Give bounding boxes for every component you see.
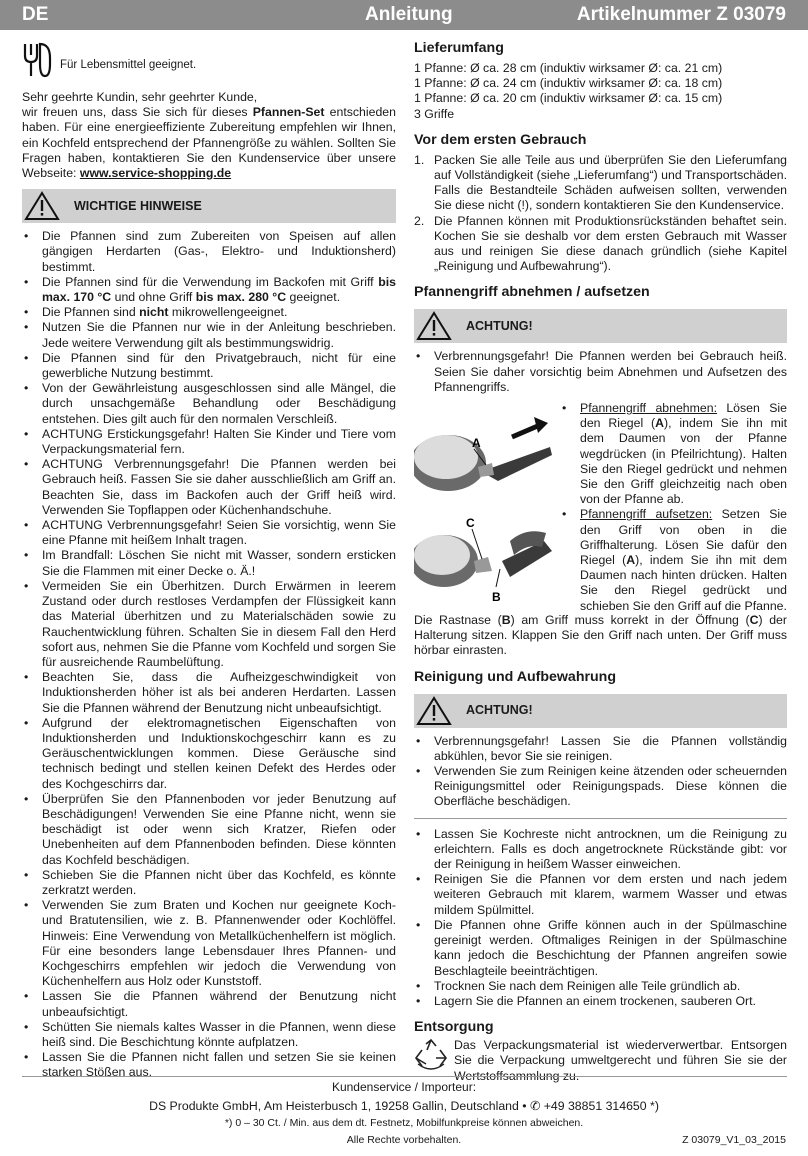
- disposal-text: Das Verpackungsmaterial ist wiederverwertbar. Entsorgen Sie die Verpackung umweltgerecht und führen Sie sie der Wertstoffsammlung zu.: [454, 1038, 787, 1083]
- handle-warning-title: ACHTUNG!: [466, 318, 533, 333]
- cleaning-list: [414, 827, 787, 1009]
- first-use-steps: [414, 153, 787, 275]
- list-item: • ACHTUNG Verbrennungsgefahr! Die Pfannen werden bei Gebrauch heiß. Fassen Sie sie daher ausschließlich am Griff an. Beachten Sie, dass im Backofen auch der Griff heiß wird. Verwenden Sie Topflappen oder Küchenhandschuhe.: [22, 457, 396, 518]
- handle-note: Die Rastnase (B) am Griff muss korrekt in der Öffnung (C) der Halterung sitzen. Klappen Sie den Griff nach unten. Der Griff muss hörbar einrasten.: [414, 613, 787, 658]
- list-item: 1. Packen Sie alle Teile aus und überprüfen Sie den Lieferumfang auf Vollständigkeit (siehe „Lieferumfang“) und Transportschäden. Falls die Bestandteile Schäden aufweisen sollten, verwenden Sie diese nicht (!), sondern kontaktieren Sie den Kundenservice.: [414, 152, 787, 213]
- list-item: • Verbrennungsgefahr! Die Pfannen werden bei Gebrauch heiß. Seien Sie daher vorsichtig beim Abnehmen und Aufsetzen des Pfannengriffs.: [414, 349, 787, 395]
- list-item: • Lassen Sie die Pfannen während der Benutzung nicht unbeaufsichtigt.: [22, 989, 396, 1019]
- list-item: • Pfannengriff abnehmen: Lösen Sie den Riegel (A), indem Sie ihn mit dem Daumen von der Pfanne wegdrücken (in Pfeilrichtung). Halten Sie den Riegel gedrückt und nehmen Sie den Griff gleichzeitig nach oben von der Pfanne ab.: [560, 401, 787, 507]
- list-item: • Schieben Sie die Pfannen nicht über das Kochfeld, es könnte zerkratzt werden.: [22, 868, 396, 898]
- cleaning-warning-title: ACHTUNG!: [466, 703, 533, 718]
- first-use-title: Vor dem ersten Gebrauch: [414, 131, 587, 148]
- list-item: • Aufgrund der elektromagnetischen Eigenschaften von Induktionsherden und Induktionskochgeschirr kann es zu Geräuschentwicklungen kommen. Diese Geräusche sind technisch bedingt und stellen keinen Defekt des Herdes oder des Kochgeschirrs dar.: [22, 716, 396, 792]
- footer-rights: Alle Rechte vorbehalten.: [346, 1134, 462, 1146]
- list-item: • Die Pfannen sind für die Verwendung im Backofen mit Griff bis max. 170 °C und ohne Griff bis max. 280 °C geeignet.: [22, 275, 396, 305]
- important-notes-title: WICHTIGE HINWEISE: [74, 198, 202, 213]
- food-safe-text: Für Lebensmittel geeignet.: [60, 59, 197, 72]
- delivery-line: 3 Griffe: [414, 106, 455, 121]
- list-item: • Beachten Sie, dass die Aufheizgeschwindigkeit von Induktionsherden höher ist als bei anderen Herdarten. Lassen Sie die Pfannen während der Benutzung nicht unbeaufsichtigt.: [22, 670, 396, 716]
- intro-paragraph: wir freuen uns, dass Sie sich für dieses Pfannen-Set entschieden haben. Für eine energieeffiziente Zubereitung empfehlen wir Ihnen, ein Kochfeld entsprechend der Pfannengröße zu wählen. Sollten Sie Fragen haben, kontaktieren Sie den Kundenservice über unsere Webseite: www.service-shopping.de: [22, 105, 396, 181]
- handle-figure-section: [414, 401, 787, 613]
- food-safe-notice: [22, 40, 396, 80]
- handle-warning-list: [414, 349, 787, 395]
- footer-divider: [22, 1076, 787, 1077]
- list-item: • Lassen Sie die Pfannen nicht fallen und setzen Sie sie keinen starken Stößen aus.: [22, 1050, 396, 1080]
- list-item: • ACHTUNG Verbrennungsgefahr! Seien Sie vorsichtig, wenn Sie eine Pfanne mit heißem Inhalt tragen.: [22, 518, 396, 548]
- figure-label-c: C: [466, 516, 475, 531]
- list-item: • Vermeiden Sie ein Überhitzen. Durch Erwärmen in leerem Zustand oder durch restloses Verdampfen der Flüssigkeit kann das Material überhitzen und zu Materialschäden sowie zu Rauchentwicklung führen. Schalten Sie in diesem Fall den Herd sofort aus, nehmen Sie die Pfanne vom Kochfeld und sorgen Sie für ausreichende Raumbelüftung.: [22, 579, 396, 670]
- figure-label-a: A: [472, 436, 481, 451]
- recycle-icon: [414, 1038, 448, 1072]
- header-article-number: Artikelnummer Z 03079: [576, 4, 786, 25]
- list-item: • Schütten Sie niemals kaltes Wasser in die Pfannen, wenn diese heiß sind. Die Beschichtung könnte aufplatzen.: [22, 1020, 396, 1050]
- right-column: [414, 40, 787, 1084]
- header-bar: [0, 0, 808, 30]
- footer-address: DS Produkte GmbH, Am Heisterbusch 1, 19258 Gallin, Deutschland • ✆ +49 38851 314650 *): [149, 1099, 659, 1113]
- list-item: • Die Pfannen sind nicht mikrowellengeeignet.: [22, 305, 396, 320]
- list-item: • Verbrennungsgefahr! Lassen Sie die Pfannen vollständig abkühlen, bevor Sie sie reinigen.: [414, 734, 787, 764]
- food-safe-icon: [22, 42, 52, 78]
- list-item: • Verwenden Sie zum Braten und Kochen nur geeignete Koch- und Bratutensilien, wie z. B. Pfannenwender oder Kochlöffel. Hinweis: Eine Verwendung von Metallküchenhelfern ist möglich. Für eine besonders lange Lebensdauer Ihres Pfannen- und Kochgeschirrs empfehlen wir jedoch die Verwendung von Küchenhelfern aus Holz oder Kunststoff.: [22, 898, 396, 989]
- warning-triangle-icon: [416, 696, 452, 726]
- list-item: • Nutzen Sie die Pfannen nur wie in der Anleitung beschrieben. Jede weitere Verwendung gilt als bestimmungswidrig.: [22, 320, 396, 350]
- delivery-line: 1 Pfanne: Ø ca. 24 cm (induktiv wirksamer Ø: ca. 18 cm): [414, 76, 723, 91]
- figure-label-b: B: [492, 590, 501, 605]
- handle-warning-bar: [414, 309, 787, 343]
- list-item: • Die Pfannen ohne Griffe können auch in der Spülmaschine gereinigt werden. Oftmaliges Reinigen in der Spülmaschine kann jedoch die Beschichtung der Pfannen angreifen sowie Beschlagteile beeinträchtigen.: [414, 918, 787, 979]
- list-item: • ACHTUNG Erstickungsgefahr! Halten Sie Kinder und Tiere vom Verpackungsmaterial fern.: [22, 427, 396, 457]
- warning-triangle-icon: [24, 191, 60, 221]
- list-item: • Lassen Sie Kochreste nicht antrocknen, um die Reinigung zu erleichtern. Falls es doch angetrocknete Rückstände gibt: vor der Reinigung in heißem Wasser einweichen.: [414, 827, 787, 873]
- handle-instructions: [560, 401, 787, 614]
- list-item: • Pfannengriff aufsetzen: Setzen Sie den Griff von oben in die Griffhalterung. Lösen Sie dafür den Riegel (A), indem Sie ihn mit dem Daumen nach hinten drücken. Halten Sie den Riegel gedrückt und schieben Sie den Griff auf die Pfanne.: [560, 507, 787, 613]
- list-item: • Die Pfannen sind zum Zubereiten von Speisen auf allen gängigen Herdarten (Gas-, Elektro- und Induktionsherd) bestimmt.: [22, 229, 396, 275]
- footer-service-label: Kundenservice / Importeur:: [331, 1080, 477, 1094]
- list-item: • Trocknen Sie nach dem Reinigen alle Teile gründlich ab.: [414, 979, 787, 994]
- important-notes-bar: [22, 189, 396, 223]
- cleaning-warning-bar: [414, 694, 787, 728]
- list-item: • Im Brandfall: Löschen Sie nicht mit Wasser, sondern ersticken Sie die Flammen mit einer Decke o. Ä.!: [22, 548, 396, 578]
- delivery-line: 1 Pfanne: Ø ca. 20 cm (induktiv wirksamer Ø: ca. 15 cm): [414, 91, 723, 106]
- list-item: • Reinigen Sie die Pfannen vor dem ersten und nach jedem weiteren Gebrauch mit klarem, warmem Wasser und etwas mildem Spülmittel.: [414, 872, 787, 918]
- footer-document-code: Z 03079_V1_03_2015: [682, 1134, 786, 1146]
- cleaning-title: Reinigung und Aufbewahrung: [414, 668, 617, 685]
- cleaning-warning-list: [414, 734, 787, 810]
- list-item: 2. Die Pfannen können mit Produktionsrückständen behaftet sein. Kochen Sie sie deshalb vor dem ersten Gebrauch mit Wasser aus und reinigen Sie diese danach gründlich (siehe Kapitel „Reinigung und Aufbewahrung“).: [414, 213, 787, 274]
- delivery-line: 1 Pfanne: Ø ca. 28 cm (induktiv wirksamer Ø: ca. 21 cm): [414, 61, 723, 75]
- greeting: Sehr geehrte Kundin, sehr geehrter Kunde,: [22, 90, 258, 104]
- warning-triangle-icon: [416, 311, 452, 341]
- list-item: • Lagern Sie die Pfannen an einem trockenen, sauberen Ort.: [414, 994, 787, 1009]
- list-item: • Von der Gewährleistung ausgeschlossen sind alle Mängel, die durch unsachgemäße Behandlung oder Beschädigung entstehen. Dies gilt auch für den normalen Verschleiß.: [22, 381, 396, 427]
- header-title: Anleitung: [365, 4, 453, 25]
- important-notes-list: [22, 229, 396, 1080]
- delivery-title: Lieferumfang: [414, 40, 504, 56]
- disposal-title: Entsorgung: [414, 1019, 494, 1036]
- pan-handle-illustration: [414, 401, 554, 611]
- list-item: • Überprüfen Sie den Pfannenboden vor jeder Benutzung auf Beschädigungen! Verwenden Sie eine Pfanne nicht, wenn sie beschädigt ist oder wenn sich Kratzer, Riefen oder Unebenheiten auf dem Pfannenboden befinden. Diese könnten das Kochfeld beschädigen.: [22, 792, 396, 868]
- service-website-link[interactable]: www.service-shopping.de: [79, 166, 232, 181]
- header-language: DE: [22, 4, 49, 25]
- list-item: • Die Pfannen sind für den Privatgebrauch, nicht für eine gewerbliche Nutzung bestimmt.: [22, 351, 396, 381]
- divider: [414, 818, 787, 819]
- left-column: [22, 40, 396, 1081]
- handle-title: Pfannengriff abnehmen / aufsetzen: [414, 284, 650, 301]
- footer-price-note: *) 0 – 30 Ct. / Min. aus dem dt. Festnetz, Mobilfunkpreise können abweichen.: [224, 1117, 584, 1129]
- list-item: • Verwenden Sie zum Reinigen keine ätzenden oder scheuernden Reinigungsmittel oder Reinigungspads. Diese können die Oberfläche beschädigen.: [414, 764, 787, 810]
